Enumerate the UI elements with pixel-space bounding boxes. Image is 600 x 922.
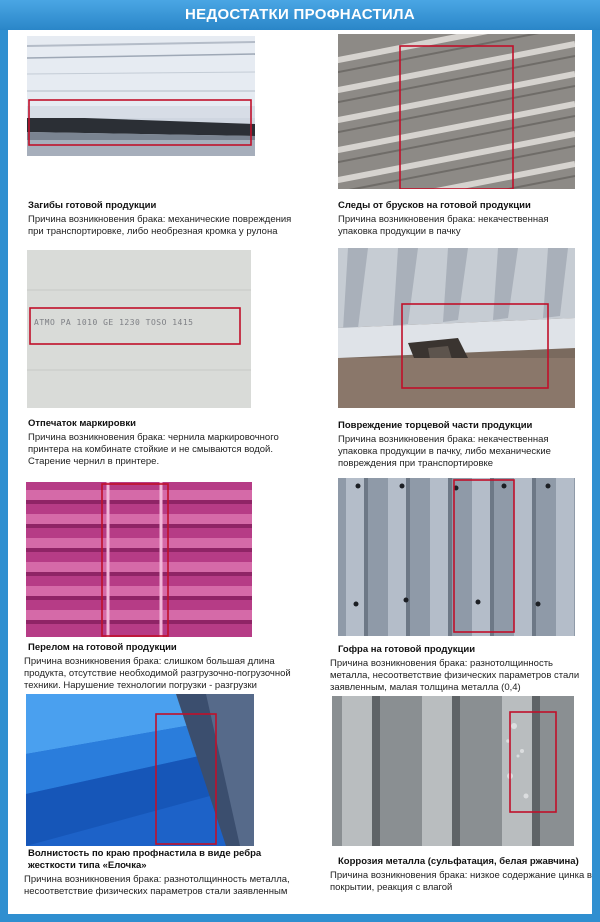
item-title: Перелом на готовой продукции [28,642,177,653]
item-title: Отпечаток маркировки [28,418,136,429]
marker-frame [27,36,255,156]
item-description: Причина возникновения брака: некачественная упаковка продукции в пачку, либо механические повреждения при транспортировке [338,434,551,469]
item-title: Гофра на готовой продукции [338,644,476,655]
photo-corrosion [332,696,574,846]
item-title: Следы от брусков на готовой продукции [338,200,531,211]
photo-corrugation [338,478,575,636]
photo-edge-damage [338,248,575,408]
photo-waviness [26,694,254,846]
item-description: Причина возникновения брака: некачественная упаковка продукции в пачку [338,214,549,237]
item-description: Причина возникновения брака: разнотолщинность металла, несоответствие физических параметров стали заявленным [24,874,290,897]
page-title: НЕДОСТАТКИ ПРОФНАСТИЛА [0,0,600,30]
item-description: Причина возникновения брака: чернила маркировочного принтера на комбинате стойкие и не смываются водой. Старение чернил в принтере. [28,432,279,467]
content-panel [8,30,592,914]
item-description: Причина возникновения брака: разнотолщинность металла, несоответствие физических параметров стали заявленным, малая толщина металла (0,4) [330,658,580,693]
photo-fracture [26,482,252,637]
item-description: Причина возникновения брака: механические повреждения при транспортировке, либо необрезная кромка у рулона [28,214,292,237]
item-title: Волнистость по краю профнастила в виде ребра жесткости типа «Елочка» [28,848,262,871]
photo-bar-marks [338,34,575,189]
item-title: Повреждение торцевой части продукции [338,420,533,431]
marking-stamp-text: ATMO PA 1010 GE 1230 TOSO 1415 [34,318,194,327]
item-description: Причина возникновения брака: слишком большая длина продукта, отсутствие необходимой разгрузочно-погрузочной техники. Нарушение технологии погрузки - разгрузки [24,656,291,691]
item-title: Загибы готовой продукции [28,200,157,211]
photo-marking [27,250,251,408]
item-title: Коррозия металла (сульфатация, белая ржавчина) [338,856,579,867]
item-description: Причина возникновения брака: низкое содержание цинка в покрытии, реакция с влагой [330,870,592,893]
